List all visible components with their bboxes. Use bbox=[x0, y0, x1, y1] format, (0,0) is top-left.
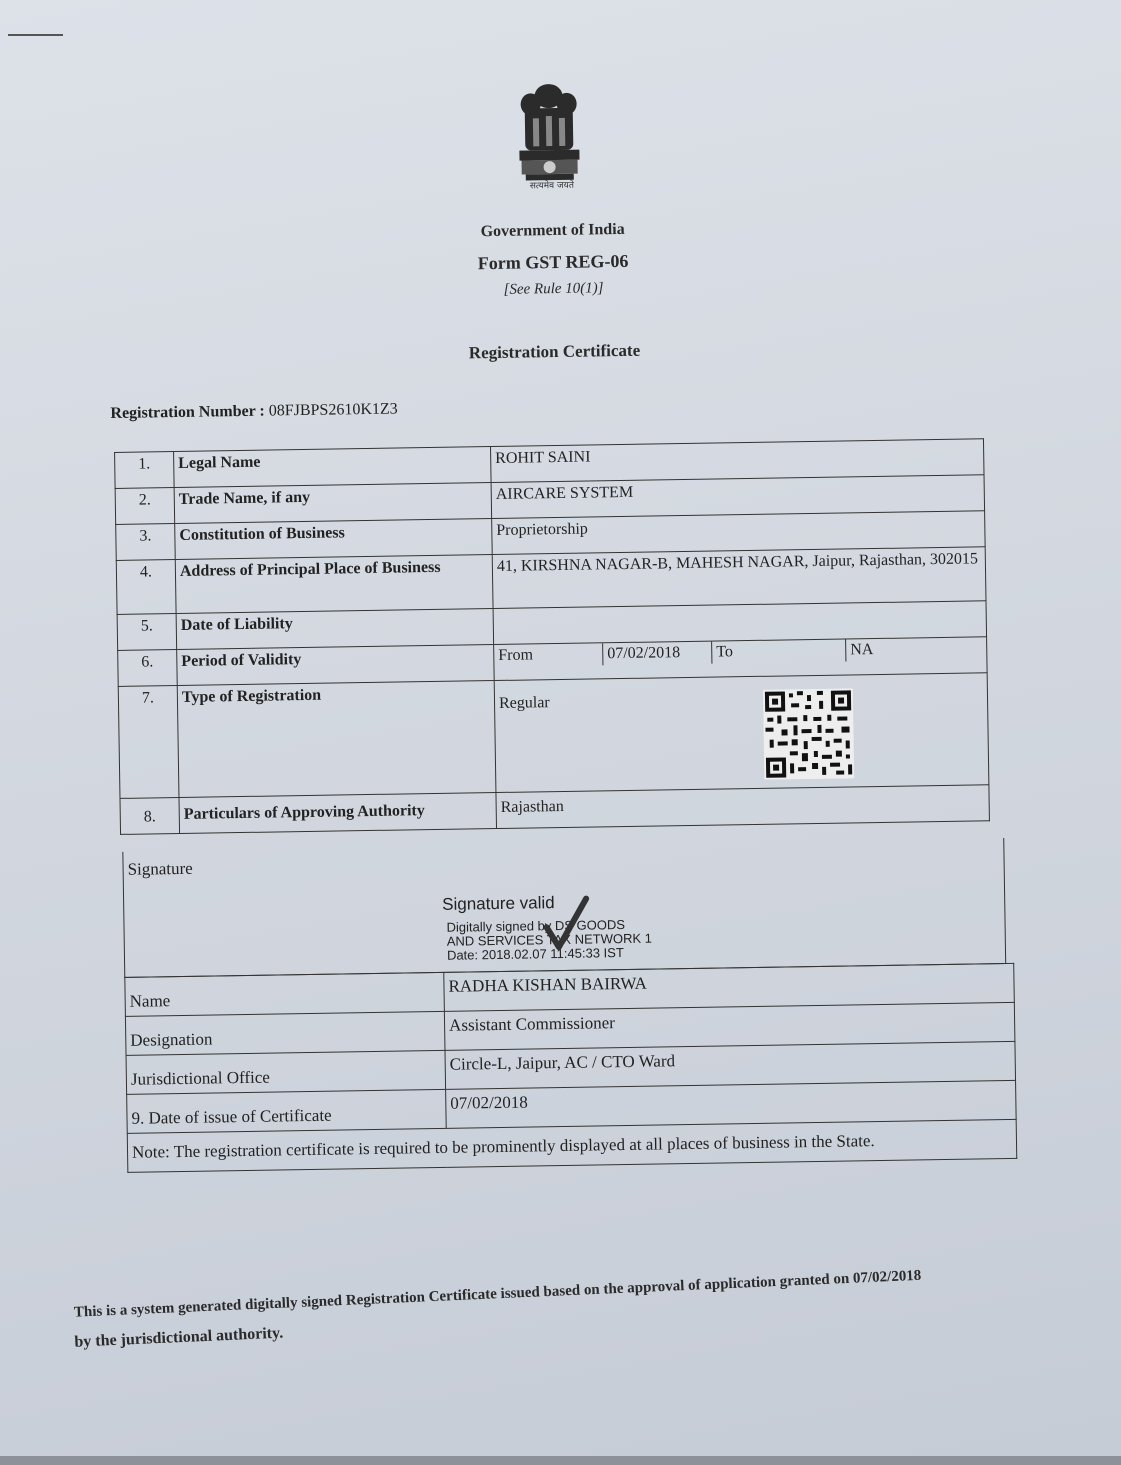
office-label: Jurisdictional Office bbox=[126, 1050, 446, 1094]
row-value: 41, KIRSHNA NAGAR-B, MAHESH NAGAR, Jaipur, Rajasthan, 302015 bbox=[492, 547, 986, 609]
row-label: Period of Validity bbox=[177, 645, 495, 686]
issue-date-label: 9. Date of issue of Certificate bbox=[127, 1089, 447, 1133]
registration-number-value: 08FJBPS2610K1Z3 bbox=[268, 400, 398, 420]
signature-valid-text: Signature valid bbox=[442, 893, 555, 914]
row-number: 7. bbox=[118, 686, 179, 799]
row-number: 1. bbox=[115, 452, 175, 489]
validity-to-value: NA bbox=[850, 641, 874, 659]
row-number: 8. bbox=[120, 797, 180, 834]
row-number: 6. bbox=[118, 650, 178, 687]
signature-line: AND SERVICES TAX NETWORK 1 bbox=[446, 930, 653, 949]
designation-value: Assistant Commissioner bbox=[444, 1002, 1015, 1050]
emblem-motto: सत्यमेव जयते bbox=[529, 180, 575, 192]
certificate-title: Registration Certificate bbox=[468, 340, 641, 363]
row-number: 2. bbox=[115, 488, 175, 525]
designation-label: Designation bbox=[125, 1011, 445, 1055]
signature-line: Date: 2018.02.07 11:45:33 IST bbox=[446, 945, 624, 963]
row-number: 5. bbox=[117, 614, 177, 651]
rule-reference: [See Rule 10(1)] bbox=[503, 280, 604, 298]
row-label: Address of Principal Place of Business bbox=[175, 555, 493, 614]
issue-date-value: 07/02/2018 bbox=[446, 1080, 1017, 1128]
validity-to-label: To bbox=[712, 639, 846, 663]
row-value: Rajasthan bbox=[496, 785, 990, 829]
row-label: Type of Registration bbox=[177, 681, 496, 798]
details-table bbox=[114, 438, 990, 835]
row-number: 4. bbox=[116, 560, 176, 615]
form-heading: Form GST REG-06 bbox=[477, 250, 629, 274]
row-value: AIRCARE SYSTEM bbox=[491, 475, 985, 519]
row-label: Particulars of Approving Authority bbox=[179, 793, 497, 834]
validity-from-label: From bbox=[494, 643, 603, 667]
office-value: Circle-L, Jaipur, AC / CTO Ward bbox=[445, 1041, 1016, 1089]
name-value: RADHA KISHAN BAIRWA bbox=[444, 963, 1015, 1011]
officer-table bbox=[124, 963, 1017, 1173]
note-text: Note: The registration certificate is required to be prominently displayed at all places of business in the State. bbox=[127, 1119, 1017, 1172]
footer-line: by the jurisdictional authority. bbox=[74, 1324, 284, 1351]
row-number: 3. bbox=[116, 524, 176, 561]
footer-line: This is a system generated digitally signed Registration Certificate issued based on the approval of application granted on 07/02/2018 bbox=[73, 1267, 922, 1321]
row-label: Constitution of Business bbox=[175, 519, 493, 560]
registration-number-label: Registration Number : bbox=[110, 402, 265, 423]
table-row bbox=[118, 673, 989, 799]
row-value: Proprietorship bbox=[492, 511, 986, 555]
signature-label: Signature bbox=[127, 858, 193, 879]
registration-number bbox=[110, 401, 398, 424]
row-value: Regular bbox=[494, 673, 989, 793]
name-label: Name bbox=[125, 972, 445, 1016]
qr-code-icon bbox=[763, 688, 854, 779]
validity-from-value: 07/02/2018 bbox=[603, 642, 712, 666]
row-value: ROHIT SAINI bbox=[491, 439, 985, 483]
check-mark-icon bbox=[542, 893, 593, 954]
row-label: Trade Name, if any bbox=[174, 483, 492, 524]
footer-statement bbox=[73, 1267, 1074, 1358]
row-label: Date of Liability bbox=[176, 609, 494, 650]
signature-line: Digitally signed by DS GOODS bbox=[446, 917, 626, 935]
signature-area bbox=[122, 838, 1006, 978]
government-heading: Government of India bbox=[480, 220, 625, 241]
row-label: Legal Name bbox=[174, 447, 492, 488]
